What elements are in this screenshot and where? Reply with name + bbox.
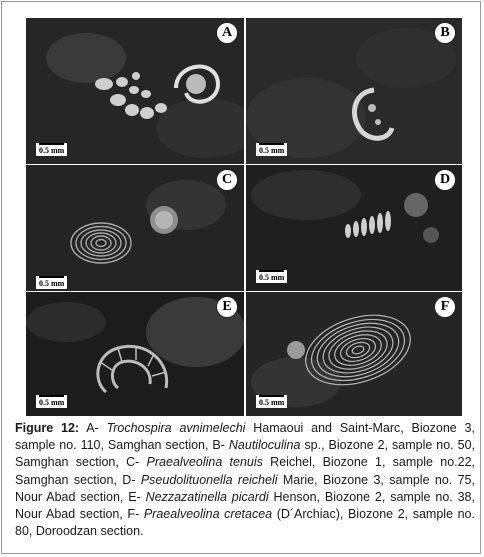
- panel-d-label: D: [434, 169, 456, 191]
- caption-b-details: sp., Biozone 2, sample no. 50, Samghan section, C-: [15, 438, 475, 470]
- caption-a-prefix: A-: [79, 421, 107, 435]
- panel-b-label: B: [434, 22, 456, 44]
- panel-d-scale-bar: 0.5 mm: [256, 270, 287, 283]
- panel-f-micrograph: [246, 292, 462, 416]
- caption-taxon-e: Nezzazatinella picardi: [145, 489, 269, 504]
- panel-c-micrograph: [26, 165, 244, 291]
- caption-taxon-d: Pseudolituonella reicheli: [140, 472, 278, 487]
- panel-a-label: A: [216, 22, 238, 44]
- panel-b-micrograph: [246, 18, 462, 164]
- panel-c-scale-bar: 0.5 mm: [36, 276, 67, 289]
- caption-e-details: Henson, Biozone 2, sample no. 38, Nour Abad section, F-: [15, 489, 475, 522]
- figure-caption: [15, 420, 475, 540]
- caption-taxon-f: Praealveolina cretacea: [143, 507, 273, 522]
- panel-a-micrograph: [26, 18, 244, 164]
- caption-c-details: Reichel, Biozone 1, sample no.22, Samghan section, D-: [15, 455, 475, 487]
- panel-e-scale-bar: 0.5 mm: [36, 395, 67, 408]
- panel-e-label: E: [216, 296, 238, 318]
- caption-taxon-c: Praealveolina tenuis: [146, 455, 263, 470]
- caption-figure-label: Figure 12:: [15, 421, 80, 435]
- caption-d-details: Marie, Biozone 3, sample no. 75, Nour Abad section, E-: [15, 472, 475, 504]
- micrograph-c: [26, 165, 244, 291]
- panel-f-scale-bar: 0.5 mm: [256, 395, 287, 408]
- panel-b-scale-bar: 0.5 mm: [256, 143, 287, 156]
- caption-taxon-b: Nautiloculina: [228, 438, 301, 453]
- panel-a-scale-bar: 0.5 mm: [36, 143, 67, 156]
- panel-e-micrograph: [26, 292, 244, 416]
- panel-f-label: F: [434, 296, 456, 318]
- caption-f-details: (D´Archiac), Biozone 2, sample no. 80, Doroodzan section.: [15, 507, 475, 539]
- panel-d-micrograph: [246, 165, 462, 291]
- figure-frame: [1, 1, 481, 554]
- caption-taxon-a: Trochospira avnimelechi: [106, 421, 246, 435]
- panel-c-label: C: [216, 169, 238, 191]
- caption-a-details: Hamaoui and Saint-Marc, Biozone 3, sample no. 110, Samghan section, B-: [15, 421, 475, 453]
